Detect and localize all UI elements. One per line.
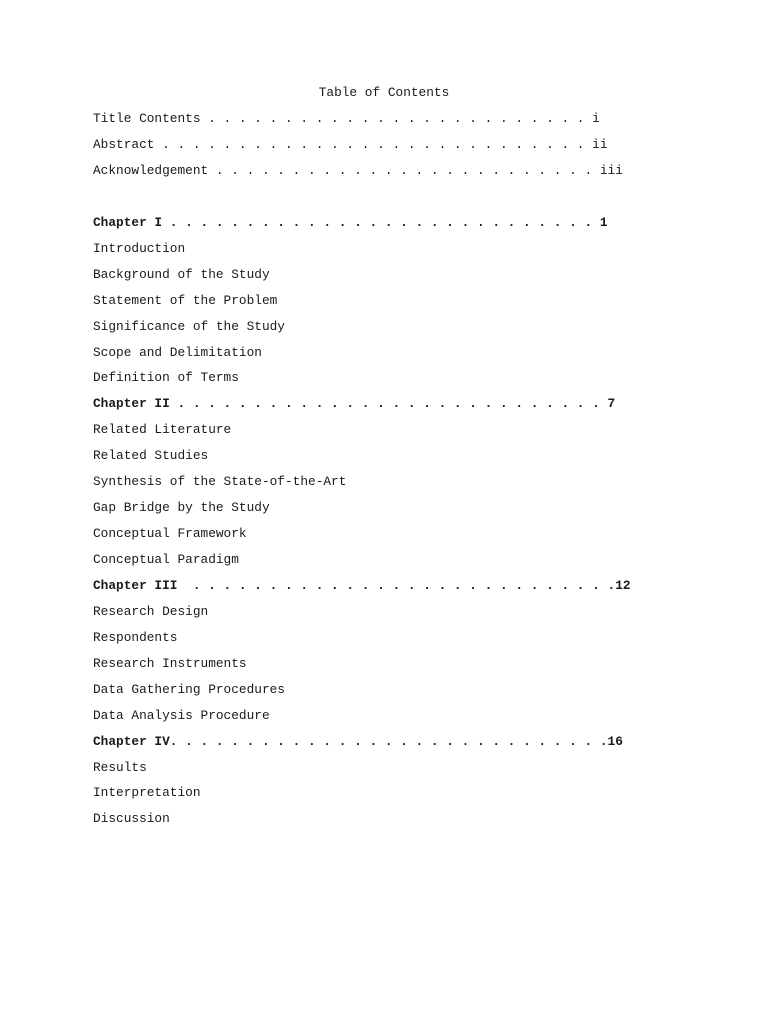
toc-chapter-entry: Chapter III . . . . . . . . . . . . . . . . . . . . . . . . . . . .12 (93, 577, 631, 593)
toc-entry: Related Literature (93, 422, 232, 438)
toc-entry: Interpretation (93, 785, 201, 801)
toc-entry: Research Instruments (93, 655, 247, 671)
toc-entry: Acknowledgement . . . . . . . . . . . . . . . . . . . . . . . . . iii (93, 162, 623, 178)
toc-entry: Results (93, 759, 147, 775)
toc-entry: Introduction (93, 240, 186, 256)
toc-entry: Scope and Delimitation (93, 344, 262, 360)
toc-chapter-entry: Chapter II . . . . . . . . . . . . . . . . . . . . . . . . . . . . 7 (93, 396, 616, 412)
toc-entry: Synthesis of the State-of-the-Art (93, 474, 347, 490)
toc-entry: Title Contents . . . . . . . . . . . . . . . . . . . . . . . . . i (93, 111, 600, 126)
toc-entry: Abstract . . . . . . . . . . . . . . . . . . . . . . . . . . . . ii (93, 136, 608, 152)
toc-entry: Statement of the Problem (93, 292, 278, 308)
toc-entry: Respondents (93, 629, 178, 645)
toc-entry: Related Studies (93, 448, 209, 464)
toc-entry: Data Analysis Procedure (93, 707, 270, 723)
toc-entry: Significance of the Study (93, 318, 285, 334)
toc-chapter-entry: Chapter IV. . . . . . . . . . . . . . . . . . . . . . . . . . . . .16 (93, 733, 623, 749)
toc-list (93, 111, 631, 837)
toc-entry: Gap Bridge by the Study (93, 500, 270, 516)
toc-entry: Conceptual Paradigm (93, 552, 239, 567)
toc-entry: Data Gathering Procedures (93, 681, 285, 697)
toc-entry: Discussion (93, 811, 170, 827)
toc-entry: Conceptual Framework (93, 526, 247, 542)
toc-chapter-entry: Chapter I . . . . . . . . . . . . . . . . . . . . . . . . . . . . 1 (93, 214, 608, 230)
toc-entry: Research Design (93, 603, 209, 619)
toc-entry: Definition of Terms (93, 370, 239, 386)
toc-title: Table of Contents (318, 85, 450, 100)
toc-entry: Background of the Study (93, 266, 270, 282)
